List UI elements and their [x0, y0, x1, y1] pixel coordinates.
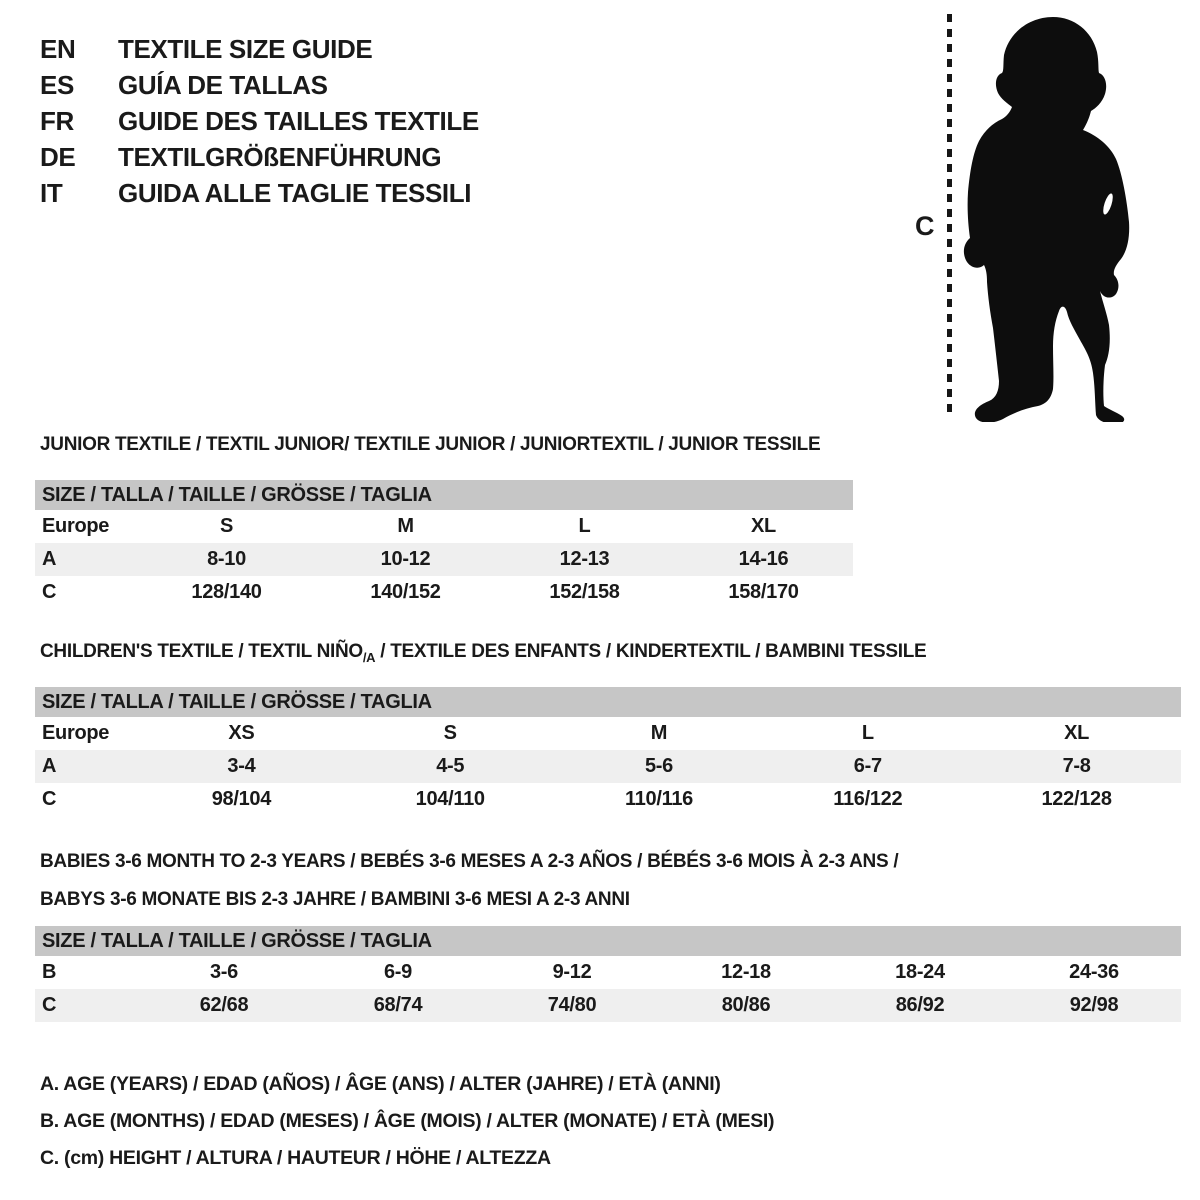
height-measure-label: C	[915, 211, 935, 241]
table-row	[35, 750, 1181, 783]
table-cell: 140/152	[370, 581, 441, 603]
table-cell: 86/92	[895, 994, 945, 1016]
table-cell: 5-6	[644, 755, 673, 777]
lang-row-de	[40, 139, 479, 175]
table-cell: 18-24	[895, 961, 945, 983]
section-title-line2: BABYS 3-6 MONATE BIS 2-3 JAHRE / BAMBINI 3-6 MESI A 2-3 ANNI	[40, 889, 630, 910]
lang-title: TEXTILGRÖßENFÜHRUNG	[118, 141, 442, 172]
lang-code: DE	[40, 141, 76, 172]
lang-code: ES	[40, 69, 74, 100]
row-label: C	[42, 581, 57, 603]
lang-title: GUÍA DE TALLAS	[118, 69, 328, 100]
section-title-children	[40, 641, 926, 665]
table-row	[35, 510, 853, 543]
table-cell: 110/116	[624, 788, 693, 810]
legend-line-a: A. AGE (YEARS) / EDAD (AÑOS) / ÂGE (ANS) / ALTER (JAHRE) / ETÀ (ANNI)	[40, 1073, 721, 1095]
lang-row-en	[40, 31, 479, 67]
table-row	[35, 717, 1181, 750]
table-cell: 104/110	[415, 788, 485, 810]
table-cell: 92/98	[1069, 994, 1119, 1016]
table-cell: 7-8	[1062, 755, 1091, 777]
row-label: Europe	[42, 722, 110, 744]
table-cell: 10-12	[380, 548, 431, 570]
table-cell: 6-9	[383, 961, 412, 983]
size-header-row: SIZE / TALLA / TAILLE / GRÖSSE / TAGLIA	[35, 926, 1181, 956]
table-cell: S	[219, 515, 234, 537]
table-cell: 12-13	[559, 548, 610, 570]
table-cell: 116/122	[833, 788, 903, 810]
language-title-block	[40, 31, 479, 211]
table-row	[35, 783, 1181, 816]
row-label: A	[42, 755, 57, 777]
table-cell: 158/170	[728, 581, 799, 603]
table-cell: S	[443, 722, 457, 744]
size-header-row: SIZE / TALLA / TAILLE / GRÖSSE / TAGLIA	[35, 687, 1181, 717]
lang-row-it	[40, 175, 479, 211]
lang-title: GUIDA ALLE TAGLIE TESSILI	[118, 177, 472, 208]
row-label: C	[42, 788, 57, 810]
section-title-text: / TEXTILE DES ENFANTS / KINDERTEXTIL / BAMBINI TESSILE	[375, 641, 927, 662]
table-cell: L	[578, 515, 591, 537]
table-cell: 152/158	[549, 581, 620, 603]
height-dashed-line	[947, 14, 952, 418]
table-cell: 74/80	[547, 994, 597, 1016]
table-cell: 80/86	[721, 994, 771, 1016]
table-cell: XS	[228, 722, 255, 744]
table-cell: M	[650, 722, 668, 744]
row-label: Europe	[42, 515, 110, 537]
babies-size-table	[35, 926, 1181, 1022]
table-cell: L	[861, 722, 874, 744]
section-title-babies	[40, 843, 898, 919]
table-cell: 62/68	[199, 994, 249, 1016]
toddler-silhouette-icon	[958, 12, 1143, 422]
table-cell: 122/128	[1041, 788, 1112, 810]
size-header-row: SIZE / TALLA / TAILLE / GRÖSSE / TAGLIA	[35, 480, 853, 510]
section-title-line1: BABIES 3-6 MONTH TO 2-3 YEARS / BEBÉS 3-6 MESES A 2-3 AÑOS / BÉBÉS 3-6 MOIS À 2-3 ANS /	[40, 851, 899, 872]
lang-code: FR	[40, 105, 74, 136]
table-cell: XL	[751, 515, 776, 537]
row-label: B	[42, 961, 57, 983]
table-row	[35, 576, 853, 609]
table-cell: 24-36	[1069, 961, 1119, 983]
lang-code: EN	[40, 33, 76, 64]
row-label: C	[42, 994, 57, 1016]
row-label: A	[42, 548, 57, 570]
table-cell: 98/104	[211, 788, 272, 810]
lang-row-fr	[40, 103, 479, 139]
legend-line-c: C. (cm) HEIGHT / ALTURA / HAUTEUR / HÖHE / ALTEZZA	[40, 1147, 551, 1169]
table-row	[35, 543, 853, 576]
section-title-text: CHILDREN'S TEXTILE / TEXTIL NIÑO	[40, 641, 363, 662]
table-row	[35, 989, 1181, 1022]
table-cell: 3-6	[209, 961, 238, 983]
table-cell: 3-4	[227, 755, 256, 777]
lang-row-es	[40, 67, 479, 103]
legend-line-b: B. AGE (MONTHS) / EDAD (MESES) / ÂGE (MOIS) / ALTER (MONATE) / ETÀ (MESI)	[40, 1110, 775, 1132]
table-cell: 8-10	[207, 548, 246, 570]
section-title-junior: JUNIOR TEXTILE / TEXTIL JUNIOR/ TEXTILE JUNIOR / JUNIORTEXTIL / JUNIOR TESSILE	[40, 434, 821, 455]
measure-legend	[40, 1066, 774, 1177]
table-row	[35, 956, 1181, 989]
children-size-table	[35, 687, 1181, 816]
table-cell: 9-12	[552, 961, 592, 983]
table-cell: 128/140	[191, 581, 262, 603]
lang-title: TEXTILE SIZE GUIDE	[118, 33, 373, 64]
lang-title: GUIDE DES TAILLES TEXTILE	[118, 105, 479, 136]
section-title-subscript: /A	[362, 649, 376, 665]
table-cell: M	[397, 515, 414, 537]
table-cell: 14-16	[738, 548, 789, 570]
table-cell: 68/74	[373, 994, 423, 1016]
table-cell: 12-18	[721, 961, 771, 983]
table-cell: 4-5	[436, 755, 465, 777]
table-cell: 6-7	[853, 755, 882, 777]
junior-size-table	[35, 480, 853, 609]
table-cell: XL	[1064, 722, 1090, 744]
lang-code: IT	[40, 177, 63, 208]
